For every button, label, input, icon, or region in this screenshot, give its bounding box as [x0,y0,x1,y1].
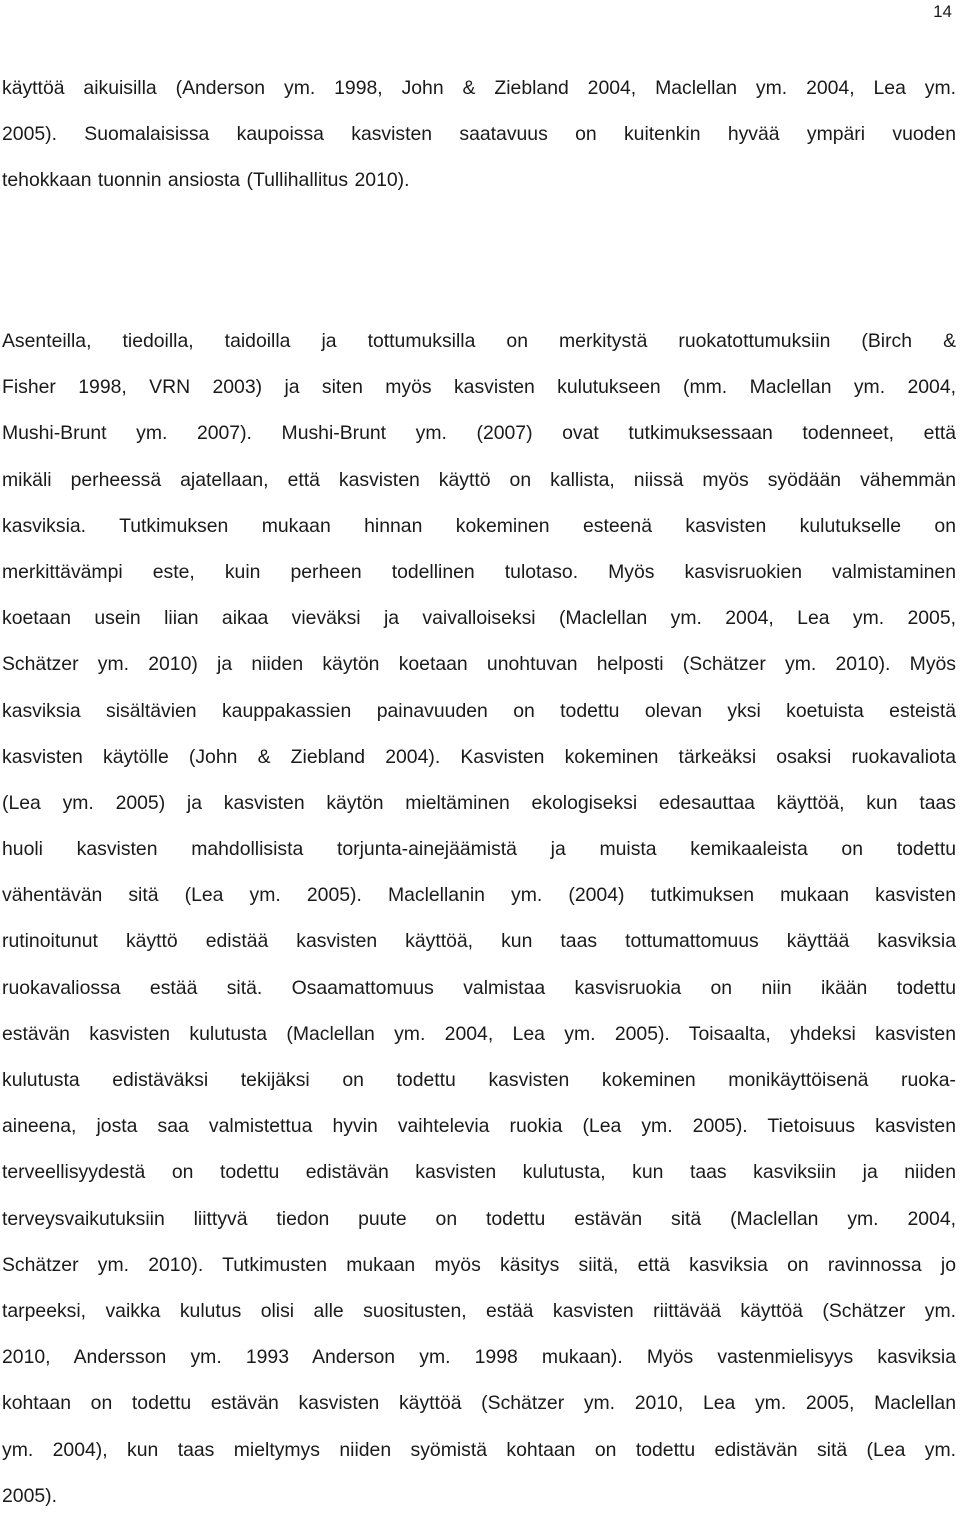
text-line: (Lea ym. 2005) ja kasvisten käytön mieltäminen ekologiseksi edesauttaa käyttöä, kun taas [2,791,956,814]
text-line: Schätzer ym. 2010) ja niiden käytön koetaan unohtuvan helposti (Schätzer ym. 2010). Myös [2,653,956,676]
text-line: ruokavaliossa estää sitä. Osaamattomuus valmistaa kasvisruokia on niin ikään todettu [2,976,956,999]
text-line: terveellisyydestä on todettu edistävän kasvisten kulutusta, kun taas kasviksiin ja niiden [2,1161,956,1184]
text-line: vähentävän sitä (Lea ym. 2005). Maclellanin ym. (2004) tutkimuksen mukaan kasvisten [2,884,956,907]
paragraph [2,65,956,204]
text-line: Fisher 1998, VRN 2003) ja siten myös kasvisten kulutukseen (mm. Maclellan ym. 2004, [2,376,956,399]
text-line: käyttöä aikuisilla (Anderson ym. 1998, John & Ziebland 2004, Maclellan ym. 2004, Lea ym. [2,77,956,99]
text-line: Mushi-Brunt ym. 2007). Mushi-Brunt ym. (2007) ovat tutkimuksessaan todenneet, että [2,422,956,445]
text-line: kasvisten käytölle (John & Ziebland 2004). Kasvisten kokeminen tärkeäksi osaksi ruokavaliota [2,745,956,768]
text-line: tehokkaan tuonnin ansiosta (Tullihallitus 2010). [2,169,410,192]
text-line: kohtaan on todettu estävän kasvisten käyttöä (Schätzer ym. 2010, Lea ym. 2005, Maclellan [2,1392,956,1415]
text-line: 2010, Andersson ym. 1993 Anderson ym. 1998 mukaan). Myös vastenmielisyys kasviksia [2,1346,956,1369]
text-line: estävän kasvisten kulutusta (Maclellan ym. 2004, Lea ym. 2005). Toisaalta, yhdeksi kasvisten [2,1022,956,1045]
text-line: kulutusta edistäväksi tekijäksi on todettu kasvisten kokeminen monikäyttöisenä ruoka- [2,1069,956,1091]
text-line: ym. 2004), kun taas mieltymys niiden syömistä kohtaan on todettu edistävän sitä (Lea ym. [2,1438,956,1461]
text-line: kasviksia. Tutkimuksen mukaan hinnan kokeminen esteenä kasvisten kulutukselle on [2,514,956,537]
page-number: 14 [933,2,952,21]
text-line: merkittävämpi este, kuin perheen todellinen tulotaso. Myös kasvisruokien valmistaminen [2,560,956,583]
text-line: rutinoitunut käyttö edistää kasvisten käyttöä, kun taas tottumattomuus käyttää kasviksia [2,930,956,953]
text-line: Asenteilla, tiedoilla, taidoilla ja tottumuksilla on merkitystä ruokatottumuksiin (Birch & [2,330,956,352]
text-line: huoli kasvisten mahdollisista torjunta-ainejäämistä ja muista kemikaaleista on todettu [2,838,956,861]
paragraph [2,318,956,1519]
text-line: tarpeeksi, vaikka kulutus olisi alle suositusten, estää kasvisten riittävää käyttöä (Schätzer ym. [2,1299,956,1322]
text-line: 2005). [2,1484,57,1507]
text-line: kasviksia sisältävien kauppakassien painavuuden on todettu olevan yksi koetuista esteistä [2,699,956,722]
text-line: Schätzer ym. 2010). Tutkimusten mukaan myös käsitys siitä, että kasviksia on ravinnossa jo [2,1253,956,1276]
text-line: 2005). Suomalaisissa kaupoissa kasvisten saatavuus on kuitenkin hyvää ympäri vuoden [2,123,956,146]
text-line: koetaan usein liian aikaa vieväksi ja vaivalloiseksi (Maclellan ym. 2004, Lea ym. 2005, [2,607,956,630]
text-line: terveysvaikutuksiin liittyvä tiedon puute on todettu estävän sitä (Maclellan ym. 2004, [2,1207,956,1230]
text-line: aineena, josta saa valmistettua hyvin vaihtelevia ruokia (Lea ym. 2005). Tietoisuus kasvisten [2,1115,956,1138]
text-line: mikäli perheessä ajatellaan, että kasvisten käyttö on kallista, niissä myös syödään vähemmän [2,468,956,491]
